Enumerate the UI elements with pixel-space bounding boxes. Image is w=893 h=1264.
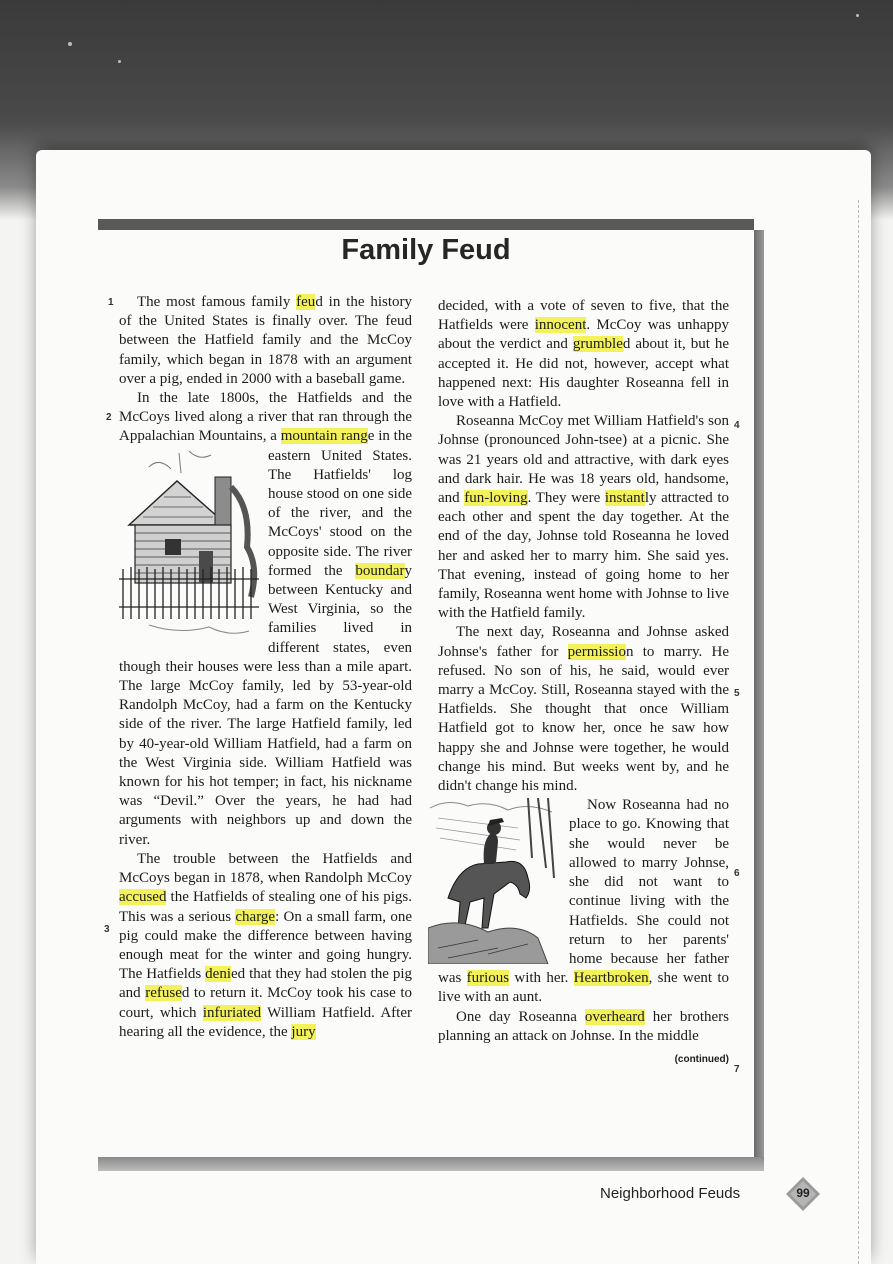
paragraph-number: 2: [106, 412, 112, 423]
section-title: Neighborhood Feuds: [600, 1185, 741, 1202]
dust-speck: [118, 60, 121, 63]
paragraph-number: 6: [734, 868, 740, 879]
paragraph-number: 3: [104, 924, 110, 935]
left-column: [119, 293, 412, 1042]
vocab-highlight: accused: [119, 889, 167, 906]
paragraph-number: 1: [108, 297, 114, 308]
vocab-highlight: refuse: [145, 985, 182, 1002]
vocab-highlight: fun-loving: [464, 490, 528, 507]
vocab-highlight: mountain rang: [280, 428, 368, 445]
right-column: [438, 297, 729, 1069]
dust-speck: [68, 42, 72, 46]
page-number: 99: [796, 1186, 810, 1200]
paragraph-7: One day Roseanna overheard her brothers planning an attack on Johnse. In the middle: [438, 1008, 730, 1044]
frame-right-shadow: [754, 230, 764, 1160]
paragraph-number: 7: [734, 1064, 740, 1075]
paragraph-6: Now Roseanna had no place to go. Knowing that she would never be allowed to marry Johnse, she did not want to continue living with the Hatfields. She could not return to her parents' home because her father was furious with her. Heartbroken, she went to live with an aunt.: [438, 796, 729, 1007]
frame-top-rule: [98, 219, 754, 230]
vocab-highlight: Heartbroken: [573, 970, 649, 987]
paragraph-number: 5: [734, 688, 740, 699]
vocab-highlight: boundar: [355, 562, 405, 579]
frame-bottom-shadow: [98, 1157, 764, 1171]
vocab-highlight: charge: [235, 908, 276, 925]
paragraph-2: In the late 1800s, the Hatfields and the McCoys lived along a river that ran through the Appalachian Mountains, a mountain rang e in the eastern United States. The Hatfields' log house stood on one side of the river, and the McCoys' stood on the opposite side. The river formed the boundary between Kentucky and West Virginia, so the families lived in different states, even though their houses were less than a mile apart. The large McCoy family, led by 53-year-old Randolph McCoy, had a farm on the Kentucky side of the river. The large Hatfield family, led by 40-year-old William Hatfield, had a farm on the West Virginia side. William Hatfield was known for his hot temper; in fact, his nickname was “Devil.” Over the years, he had had arguments with neighbors up and down the river.: [119, 390, 412, 848]
vocab-highlight: infuriated: [202, 1004, 262, 1021]
vocab-highlight: permissio: [567, 643, 626, 660]
vocab-highlight: deni: [205, 966, 231, 983]
paragraph-number: 4: [734, 420, 740, 431]
paragraph-3: The trouble between the Hatfields and McCoys began in 1878, when Randolph McCoy accused the Hatfields of stealing one of his pigs. This was a serious charge: On a small farm, one pig could make the difference between having enough meat for the winter and going hungry. The Hatfields denied that they had stolen the pig and refused to return it. McCoy took his case to court, which infuriated William Hatfield. After hearing all the evidence, the jury: [119, 850, 412, 1040]
horse-rider-illustration: [428, 798, 561, 964]
paragraph-4: Roseanna McCoy met William Hatfield's son Johnse (pronounced John-tsee) at a picnic. She was 21 years old and attractive, with dark eyes and dark hair. He was 18 years old, handsome, and fun-loving. They were instantly attracted to each other and spent the day together. At the end of the day, Johnse told Roseanna he loved her and asked her to marry him. She said yes. That evening, instead of going home to her family, Roseanna went home with Johnse to live with the Hatfield family.: [438, 413, 729, 622]
vocab-highlight: jury: [291, 1023, 316, 1040]
continued-label: (continued): [674, 1053, 729, 1065]
page-edge: [858, 200, 869, 1264]
dust-speck: [856, 14, 859, 17]
vocab-highlight: furious: [466, 970, 510, 987]
paragraph-5: The next day, Roseanna and Johnse asked Johnse's father for permission to marry. He refused. No son of his, he said, would ever marry a McCoy. Still, Roseanna stayed with the Hatfields. She thought that once William Hatfield got to know her, once he saw how happy she and Johnse were together, he would change his mind. But weeks went by, and he didn't change his mind.: [438, 624, 729, 795]
vocab-highlight: overheard: [584, 1008, 645, 1025]
vocab-highlight: innocent: [534, 317, 587, 334]
vocab-highlight: feu: [296, 294, 316, 310]
vocab-highlight: instant: [604, 490, 645, 507]
page-title: Family Feud: [341, 234, 511, 266]
paragraph-1: The most famous family feud in the history of the United States is finally over. The feud between the Hatfield family and the McCoy family, which began in 1878 with an argument over a pig, ended in 2000 with a baseball game.: [119, 294, 412, 387]
vocab-highlight: grumble: [572, 336, 623, 353]
log-house-illustration: [119, 447, 263, 643]
paragraph-3-continued: decided, with a vote of seven to five, that the Hatfields were innocent. McCoy was unhappy about the verdict and grumbled about it, but he accepted it. He did not, however, accept what happened next: His daughter Roseanna fell in love with a Hatfield.: [438, 298, 729, 411]
